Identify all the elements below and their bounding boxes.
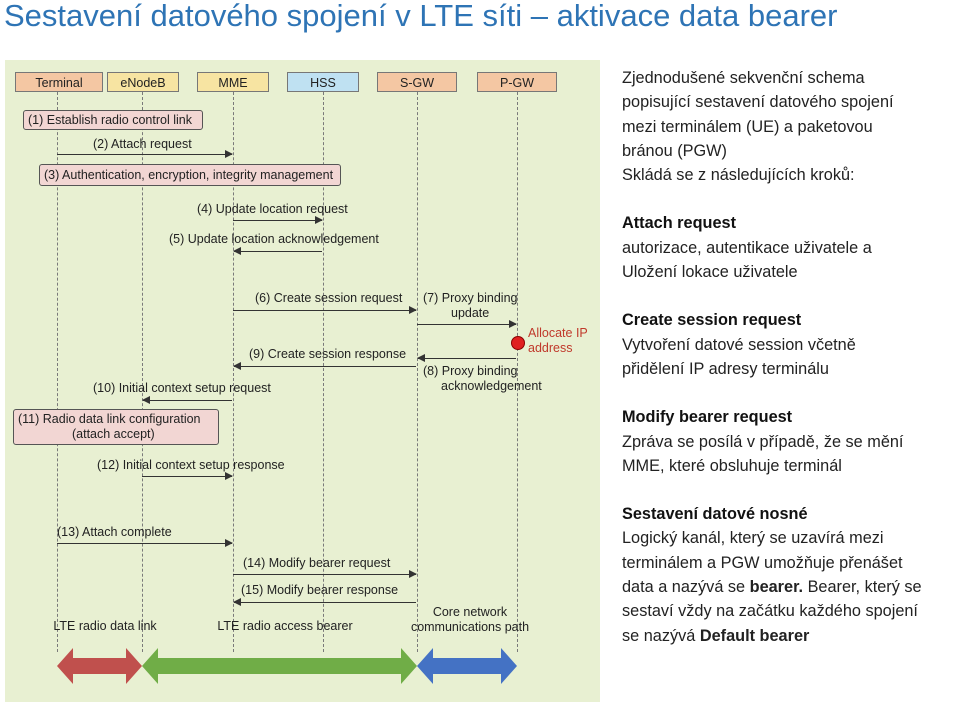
entity-mme: MME <box>197 72 269 92</box>
lte-radio-access-bearer-label: LTE radio access bearer <box>217 619 353 633</box>
step-3-box: (3) Authentication, encryption, integrity management <box>39 164 341 186</box>
core-network-path-arrow <box>417 648 517 684</box>
core-network-line2: communications path <box>410 620 530 634</box>
bearer-line-3-pre: data a nazývá se <box>622 578 750 597</box>
intro-line-5: Skládá se z následujících kroků: <box>622 166 855 185</box>
step-7-label-line2: update <box>451 306 490 320</box>
lte-radio-data-link-arrow <box>57 648 142 684</box>
modify-line-2: MME, které obsluhuje terminál <box>622 456 842 475</box>
step-6-label: (6) Create session request <box>255 291 403 305</box>
allocate-ip-line2: address <box>528 341 573 355</box>
bearer-line-3-post: Bearer, který se <box>803 578 922 597</box>
intro-line-2: popisující sestavení datového spojení <box>622 93 894 112</box>
default-bearer-term: Default bearer <box>699 626 810 645</box>
step-4-label: (4) Update location request <box>197 202 348 216</box>
bearer-line-5 <box>622 624 957 648</box>
modify-heading: Modify bearer request <box>622 408 793 427</box>
create-line-2: přidělení IP adresy terminálu <box>622 359 829 378</box>
core-network-line1: Core network <box>432 605 508 619</box>
bearer-arrows <box>5 60 600 702</box>
bearer-line-4: sestaví vždy na začátku každého spojení <box>622 602 918 621</box>
step-11-line2: (attach accept) <box>72 427 155 441</box>
intro-line-1: Zjednodušené sekvenční schema <box>622 69 865 87</box>
allocate-ip-line1: Allocate IP <box>528 326 588 340</box>
entity-enodeb: eNodeB <box>107 72 179 92</box>
step-5-label: (5) Update location acknowledgement <box>169 232 379 246</box>
entity-hss: HSS <box>287 72 359 92</box>
side-text <box>622 66 957 648</box>
section-attach <box>622 211 957 284</box>
intro-line-4: bránou (PGW) <box>622 141 727 160</box>
bearer-line-1: Logický kanál, který se uzavírá mezi <box>622 529 884 548</box>
step-13-label: (13) Attach complete <box>57 525 172 539</box>
step-7-label-line1: (7) Proxy binding <box>423 291 518 305</box>
intro-line-3: mezi terminálem (UE) a paketovou <box>622 117 873 136</box>
modify-line-1: Zpráva se posílá v případě, že se mění <box>622 432 904 451</box>
entity-pgw: P-GW <box>477 72 557 92</box>
section-create <box>622 308 957 381</box>
section-modify <box>622 405 957 478</box>
step-9-label: (9) Create session response <box>249 347 407 361</box>
create-line-1: Vytvoření datové session včetně <box>622 335 856 354</box>
sequence-diagram <box>5 60 600 702</box>
step-8-label-line1: (8) Proxy binding <box>423 364 518 378</box>
step-15-label: (15) Modify bearer response <box>241 583 399 597</box>
step-14-label: (14) Modify bearer request <box>243 556 391 570</box>
entity-terminal: Terminal <box>15 72 103 92</box>
bearer-term: bearer. <box>749 578 804 597</box>
attach-heading: Attach request <box>622 214 736 233</box>
attach-line-2: Uložení lokace uživatele <box>622 263 798 282</box>
slide-title: Sestavení datového spojení v LTE síti – aktivace data bearer <box>4 0 838 33</box>
bearer-line-3 <box>622 575 957 599</box>
step-8-label-line2: acknowledgement <box>441 379 542 393</box>
create-heading: Create session request <box>622 311 802 330</box>
section-bearer <box>622 502 957 648</box>
lte-radio-data-link-label: LTE radio data link <box>53 619 157 633</box>
step-10-label: (10) Initial context setup request <box>93 381 271 395</box>
lte-radio-access-bearer-arrow <box>142 648 417 684</box>
step-11-line1: (11) Radio data link configuration <box>18 412 201 426</box>
step-12-label: (12) Initial context setup response <box>97 458 285 472</box>
step-1-box: (1) Establish radio control link <box>23 110 203 130</box>
bearer-heading: Sestavení datové nosné <box>622 505 808 524</box>
bearer-line-5-pre: se nazývá <box>622 626 700 645</box>
attach-line-1: autorizace, autentikace uživatele a <box>622 238 872 257</box>
step-2-label: (2) Attach request <box>93 137 192 151</box>
bearer-line-2: terminálem a PGW umožňuje přenášet <box>622 553 903 572</box>
entity-sgw: S-GW <box>377 72 457 92</box>
